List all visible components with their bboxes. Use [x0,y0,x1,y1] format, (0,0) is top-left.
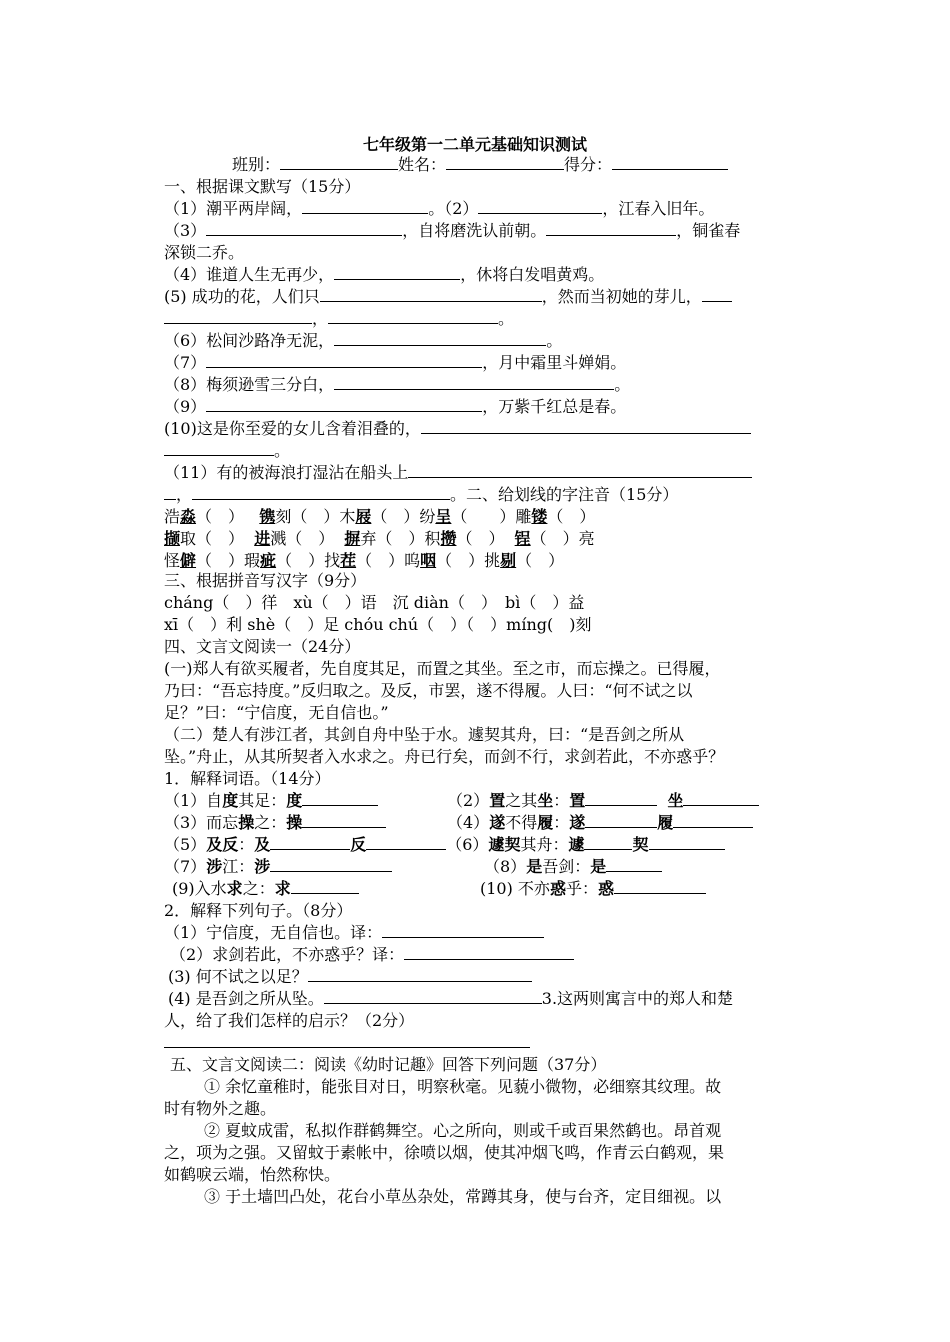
text: ，月中霜里斗婵娟。 [482,353,627,372]
pinyin-blank[interactable]: 取（ ） [180,529,245,548]
answer-blank[interactable] [270,856,392,872]
class-blank[interactable] [280,154,398,170]
sentence1 [164,922,794,944]
answer-blank[interactable] [408,462,752,478]
answer-blank[interactable] [164,308,312,324]
text: ，万紫千红总是春。 [482,397,627,416]
key-word: 操 [238,813,255,832]
text: （7） [164,857,207,876]
key-word: 惑 [597,879,614,898]
s3-row2[interactable]: xī（ ）利 shè（ ）足 chóu chú（ ）（ ）míng( )刻 [164,615,592,634]
text: 。 [546,331,563,350]
section2-heading: 。二、给划线的字注音（15分） [450,485,679,504]
answer-blank[interactable] [302,198,428,214]
s1-line10 [164,396,794,418]
key-word: 求 [226,879,243,898]
text: ： [553,813,570,832]
text: (10) 不亦 [480,879,550,898]
answer-blank[interactable] [683,790,759,806]
text: （2） [447,791,490,810]
text: (10)这是你至爱的女儿含着泪叠的， [164,419,421,438]
name-blank[interactable] [446,154,564,170]
text: （4）谁道人生无再少， [164,265,335,284]
target-char: 屐 [355,507,372,526]
pinyin-blank[interactable]: （ ）亮 [530,529,595,548]
section5-heading: 五、文言文阅读二：阅读《幼时记趣》回答下列问题（37分） [170,1055,607,1074]
answer-blank[interactable] [206,352,482,368]
key-word: 是 [526,857,543,876]
text: （6） [446,835,489,854]
sentence3 [168,966,798,988]
s5-para2-line1: ② 夏蚊成雷，私拟作群鹤舞空。心之所向，则或千或百果然鹤也。昂首观 [204,1121,722,1140]
vocab-row1-right [447,790,792,812]
pinyin-blank[interactable]: （ ） [196,507,245,526]
key-word: 反 [350,835,367,854]
s5-para2-line2: 之，项为之强。又留蚊于素帐中，徐喷以烟，使其冲烟飞鸣，作青云白鹤观，果 [164,1143,725,1162]
key-word: 度 [286,791,303,810]
text: 不得 [505,813,538,832]
s1-line9 [164,374,794,396]
text: （2）求剑若此，不亦惑乎？译： [170,945,405,964]
answer-blank[interactable] [192,484,450,500]
text: 其足： [238,791,287,810]
target-char: 镂 [531,507,548,526]
target-char: 疵 [260,551,277,570]
text: (3) 何不试之以足？ [168,967,308,986]
target-char: 咽 [420,551,437,570]
vocab-row3 [164,834,794,856]
key-word: 是 [590,857,607,876]
s1-line7 [164,330,794,352]
s1-line1 [164,198,794,220]
text: ，然而当初她的芽儿， [541,287,702,306]
answer-blank[interactable] [164,440,274,456]
answer-blank[interactable] [324,988,542,1004]
text: ， [312,309,329,328]
pinyin-row2 [164,528,794,550]
key-word: 坐 [667,791,684,810]
pinyin-blank[interactable]: （ ）雕 [451,507,532,526]
section3-heading: 三、根据拼音写汉字（9分） [164,571,367,590]
target-char: 茬 [340,551,357,570]
target-char: 攒 [440,529,457,548]
answer-blank[interactable] [382,922,544,938]
section1-heading: 一、根据课文默写（15分） [164,177,361,196]
pinyin-blank[interactable]: （ ）瑕 [196,551,261,570]
target-char: 淼 [180,507,197,526]
text: （8）梅须逊雪三分白， [164,375,335,394]
text: （11）有的被海浪打湿沾在船头上 [164,463,409,482]
s1-line14 [164,484,794,506]
key-word: 及 [254,835,271,854]
key-word: 遂 [489,813,506,832]
answer-blank[interactable] [606,856,662,872]
s1-line4 [164,264,794,286]
target-char: 进 [254,529,271,548]
s3-row1[interactable]: cháng（ ）徉 xù（ ）语 沉 diàn（ ） bì（ ）益 [164,593,585,612]
text: （8） [484,857,527,876]
text: 。 [274,441,291,460]
answer-blank[interactable] [404,944,574,960]
s5-para1-line2: 时有物外之趣。 [164,1099,277,1118]
text: 江： [222,857,255,876]
s4-passage1-line2: 乃曰：“吾忘持度。”反归取之。及反，市罢，遂不得履。人曰：“何不试之以 [164,681,693,700]
s1-line5 [164,286,794,308]
s5-para3-line1: ③ 于土墙凹凸处，花台小草丛杂处，常蹲其身，使与台齐，定目细视。以 [204,1187,722,1206]
answer-blank[interactable] [334,264,460,280]
pinyin-blank[interactable]: （ ） [456,529,505,548]
key-word: 契 [632,835,649,854]
text: ，自将磨洗认前朝。 [402,221,547,240]
text: (9)入水 [172,879,227,898]
text: （9） [164,397,207,416]
text: （5） [164,835,207,854]
s1-line8 [164,352,794,374]
s1-line2 [164,220,794,242]
key-word: 操 [286,813,303,832]
answer-blank[interactable] [478,198,602,214]
answer-blank[interactable] [328,308,498,324]
pinyin-blank[interactable]: 弃（ ）积 [360,529,441,548]
page-title: 七年级第一二单元基础知识测试 [362,135,587,154]
vocab-row2-right [447,812,792,834]
s1-line12 [164,440,794,462]
answer-blank[interactable] [673,812,753,828]
text: （1）潮平两岸阔， [164,199,303,218]
text: （3） [164,221,207,240]
text: 。 [498,309,515,328]
key-word: 坐 [537,791,554,810]
pinyin-blank[interactable]: 溅（ ） [270,529,335,548]
text: 。 [614,375,631,394]
answer-blank[interactable] [164,484,176,500]
text: (4) 是吾剑之所从坠。 [168,989,324,1008]
class-label: 班别： [232,155,281,174]
text: 怪 [164,551,181,570]
s4-question2: 2．解释下列句子。（8分） [164,901,353,920]
text: ， [176,485,193,504]
pinyin-blank[interactable]: （ ）呜 [356,551,421,570]
answer-blank[interactable] [614,878,706,894]
target-char: 锃 [514,529,531,548]
text: 之： [242,879,275,898]
s4-passage2-line2: 坠。”舟止，从其所契者入水求之。舟已行矣，而剑不行，求剑若此，不亦惑乎？ [164,747,725,766]
answer-blank[interactable] [584,834,632,850]
answer-blank[interactable] [291,878,359,894]
question3-answer [164,1032,794,1054]
s4-passage1-line3: 足？”曰：“宁信度，无自信也。” [164,703,389,722]
target-char: 剔 [500,551,517,570]
pinyin-row1 [164,506,794,528]
s1-line3: 深锁二乔。 [164,243,245,262]
key-word: 涉 [206,857,223,876]
key-word: 涉 [254,857,271,876]
key-word: 遂 [569,813,586,832]
text: （6）松间沙路净无泥， [164,331,335,350]
text: ： [238,835,255,854]
target-char: 镌 [259,507,276,526]
student-info-row [232,154,862,176]
s4-passage2-line1: （二）楚人有涉江者，其剑自舟中坠于水。遽契其舟，曰：“是吾剑之所从 [164,725,685,744]
text: ： [553,791,570,810]
s4-passage1-line1: (一)郑人有欲买履者，先自度其足，而置之其坐。至之市，而忘操之。已得履， [164,659,721,678]
answer-blank[interactable] [302,790,378,806]
answer-blank[interactable] [206,396,482,412]
pinyin-blank[interactable]: 刻（ ）木 [275,507,356,526]
answer-blank[interactable] [270,834,350,850]
text: （3）而忘 [164,813,239,832]
name-label: 姓名： [398,155,447,174]
key-word: 履 [537,813,554,832]
answer-blank[interactable] [334,374,614,390]
s1-line11 [164,418,794,440]
score-blank[interactable] [612,154,728,170]
key-word: 及反 [206,835,239,854]
key-word: 惑 [549,879,566,898]
s5-para2-line3: 如鹤唳云端，怡然称快。 [164,1165,341,1184]
answer-blank[interactable] [649,834,725,850]
answer-blank[interactable] [164,1032,530,1048]
text: 。（2） [428,199,479,218]
text: （1）宁信度，无自信也。译： [164,923,383,942]
text: ，江春入旧年。 [602,199,715,218]
pinyin-blank[interactable]: （ ）纷 [371,507,436,526]
sentence4 [168,988,798,1010]
answer-blank[interactable] [585,790,657,806]
pinyin-blank[interactable]: （ ）找 [276,551,341,570]
question3: 3.这两则寓言中的郑人和楚 [541,989,734,1008]
score-label: 得分： [564,155,613,174]
key-word: 置 [489,791,506,810]
text: （4） [447,813,490,832]
target-char: 僻 [180,551,197,570]
s1-line6 [164,308,794,330]
text: ，铜雀春 [676,221,741,240]
key-word: 履 [657,813,674,832]
key-word: 遽 [568,835,585,854]
text: 之： [254,813,287,832]
question3-cont: 人，给了我们怎样的启示？（2分） [164,1011,415,1030]
answer-blank[interactable] [702,286,732,302]
target-char: 摒 [344,529,361,548]
vocab-row4-right [484,856,784,878]
key-word: 求 [274,879,291,898]
target-char: 撷 [164,529,181,548]
text: （1）自 [164,791,223,810]
answer-blank[interactable] [334,330,546,346]
text: ，休将白发唱黄鸡。 [460,265,605,284]
target-char: 呈 [435,507,452,526]
text: （7） [164,353,207,372]
answer-blank[interactable] [308,966,532,982]
answer-blank[interactable] [546,220,676,236]
text: (5) 成功的花，人们只 [164,287,320,306]
answer-blank[interactable] [585,812,657,828]
s1-line13 [164,462,794,484]
text: 吾剑： [542,857,591,876]
text: 之其 [505,791,538,810]
section4-heading: 四、文言文阅读一（24分） [164,637,361,656]
vocab-row5-right [480,878,780,900]
s4-question1: 1．解释词语。（14分） [164,769,331,788]
pinyin-blank[interactable]: （ ） [516,551,565,570]
text: 乎： [565,879,598,898]
text: 其舟： [520,835,569,854]
pinyin-row3 [164,550,794,572]
pinyin-blank[interactable]: （ ） [547,507,596,526]
answer-blank[interactable] [302,812,386,828]
key-word: 遽契 [488,835,521,854]
text: 浩 [164,507,181,526]
answer-blank[interactable] [320,286,542,302]
key-word: 置 [569,791,586,810]
answer-blank[interactable] [421,418,751,434]
sentence2 [170,944,800,966]
answer-blank[interactable] [206,220,402,236]
pinyin-blank[interactable]: （ ）挑 [436,551,501,570]
key-word: 度 [222,791,239,810]
answer-blank[interactable] [366,834,446,850]
s5-para1-line1: ① 余忆童稚时，能张目对日，明察秋毫。见藐小微物，必细察其纹理。故 [204,1077,722,1096]
